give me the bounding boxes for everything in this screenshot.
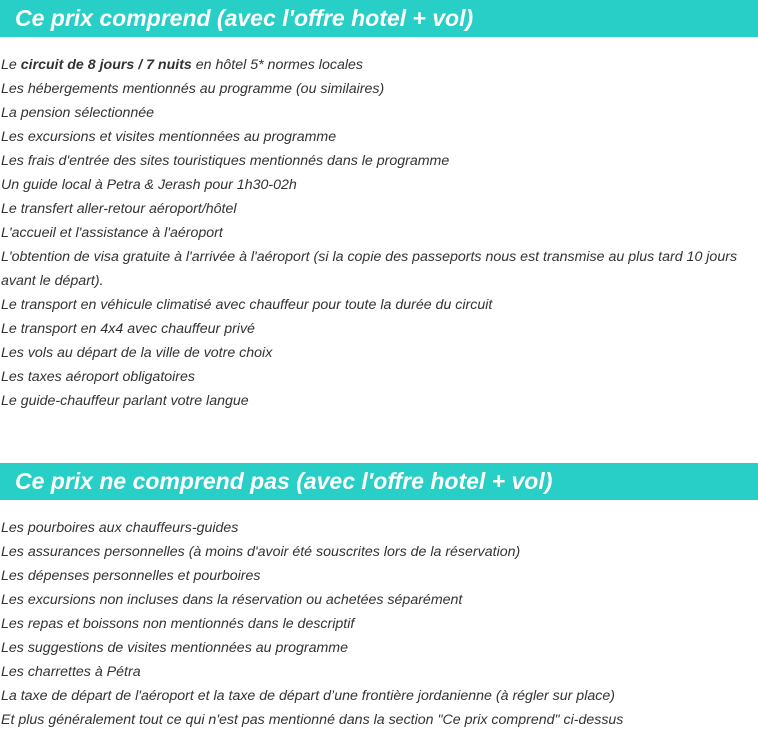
item-bold-text: circuit de 8 jours / 7 nuits — [20, 57, 192, 73]
item-prefix: Le — [1, 57, 21, 73]
list-item: Les pourboires aux chauffeurs-guides — [1, 520, 239, 536]
list-item: Les excursions et visites mentionnées au programme — [1, 129, 337, 145]
list-item: Les repas et boissons non mentionnés dans le descriptif — [1, 616, 355, 632]
list-item: L'obtention de visa gratuite à l'arrivée à l'aéroport (si la copie des passeports nous est transmise au plus tard 10 jours avant le départ). — [1, 249, 738, 289]
list-item: L'accueil et l'assistance à l'aéroport — [1, 225, 223, 241]
list-item: Les frais d'entrée des sites touristiques mentionnés dans le programme — [1, 153, 450, 169]
list-item: Les dépenses personnelles et pourboires — [1, 568, 261, 584]
list-item: Les assurances personnelles (à moins d'avoir été souscrites lors de la réservation) — [1, 544, 521, 560]
list-item: Les suggestions de visites mentionnées au programme — [1, 640, 348, 656]
list-item: La pension sélectionnée — [1, 105, 155, 121]
list-item — [0, 53, 758, 77]
list-item: Un guide local à Petra & Jerash pour 1h30-02h — [1, 177, 297, 193]
list-item: Les taxes aéroport obligatoires — [1, 369, 196, 385]
included-section-title: Ce prix comprend (avec l'offre hotel + vol) — [0, 0, 758, 37]
list-item: Le transport en véhicule climatisé avec chauffeur pour toute la durée du circuit — [1, 297, 493, 313]
list-item: Le guide-chauffeur parlant votre langue — [1, 393, 249, 409]
list-item: Les hébergements mentionnés au programme (ou similaires) — [1, 81, 385, 97]
excluded-section-title: Ce prix ne comprend pas (avec l'offre hotel + vol) — [0, 463, 758, 500]
list-item: Les vols au départ de la ville de votre choix — [1, 345, 273, 361]
item-suffix: en hôtel 5* normes locales — [191, 57, 363, 73]
excluded-list — [0, 516, 758, 732]
list-item: Le transfert aller-retour aéroport/hôtel — [1, 201, 237, 217]
included-list — [0, 53, 758, 413]
list-item: La taxe de départ de l'aéroport et la taxe de départ d’une frontière jordanienne (à régler sur place) — [1, 688, 615, 704]
list-item: Les charrettes à Pétra — [1, 664, 141, 680]
list-item: Les excursions non incluses dans la réservation ou achetées séparément — [1, 592, 463, 608]
list-item: Le transport en 4x4 avec chauffeur privé — [1, 321, 255, 337]
list-item: Et plus généralement tout ce qui n'est pas mentionné dans la section "Ce prix comprend" ci-dessus — [1, 712, 624, 728]
